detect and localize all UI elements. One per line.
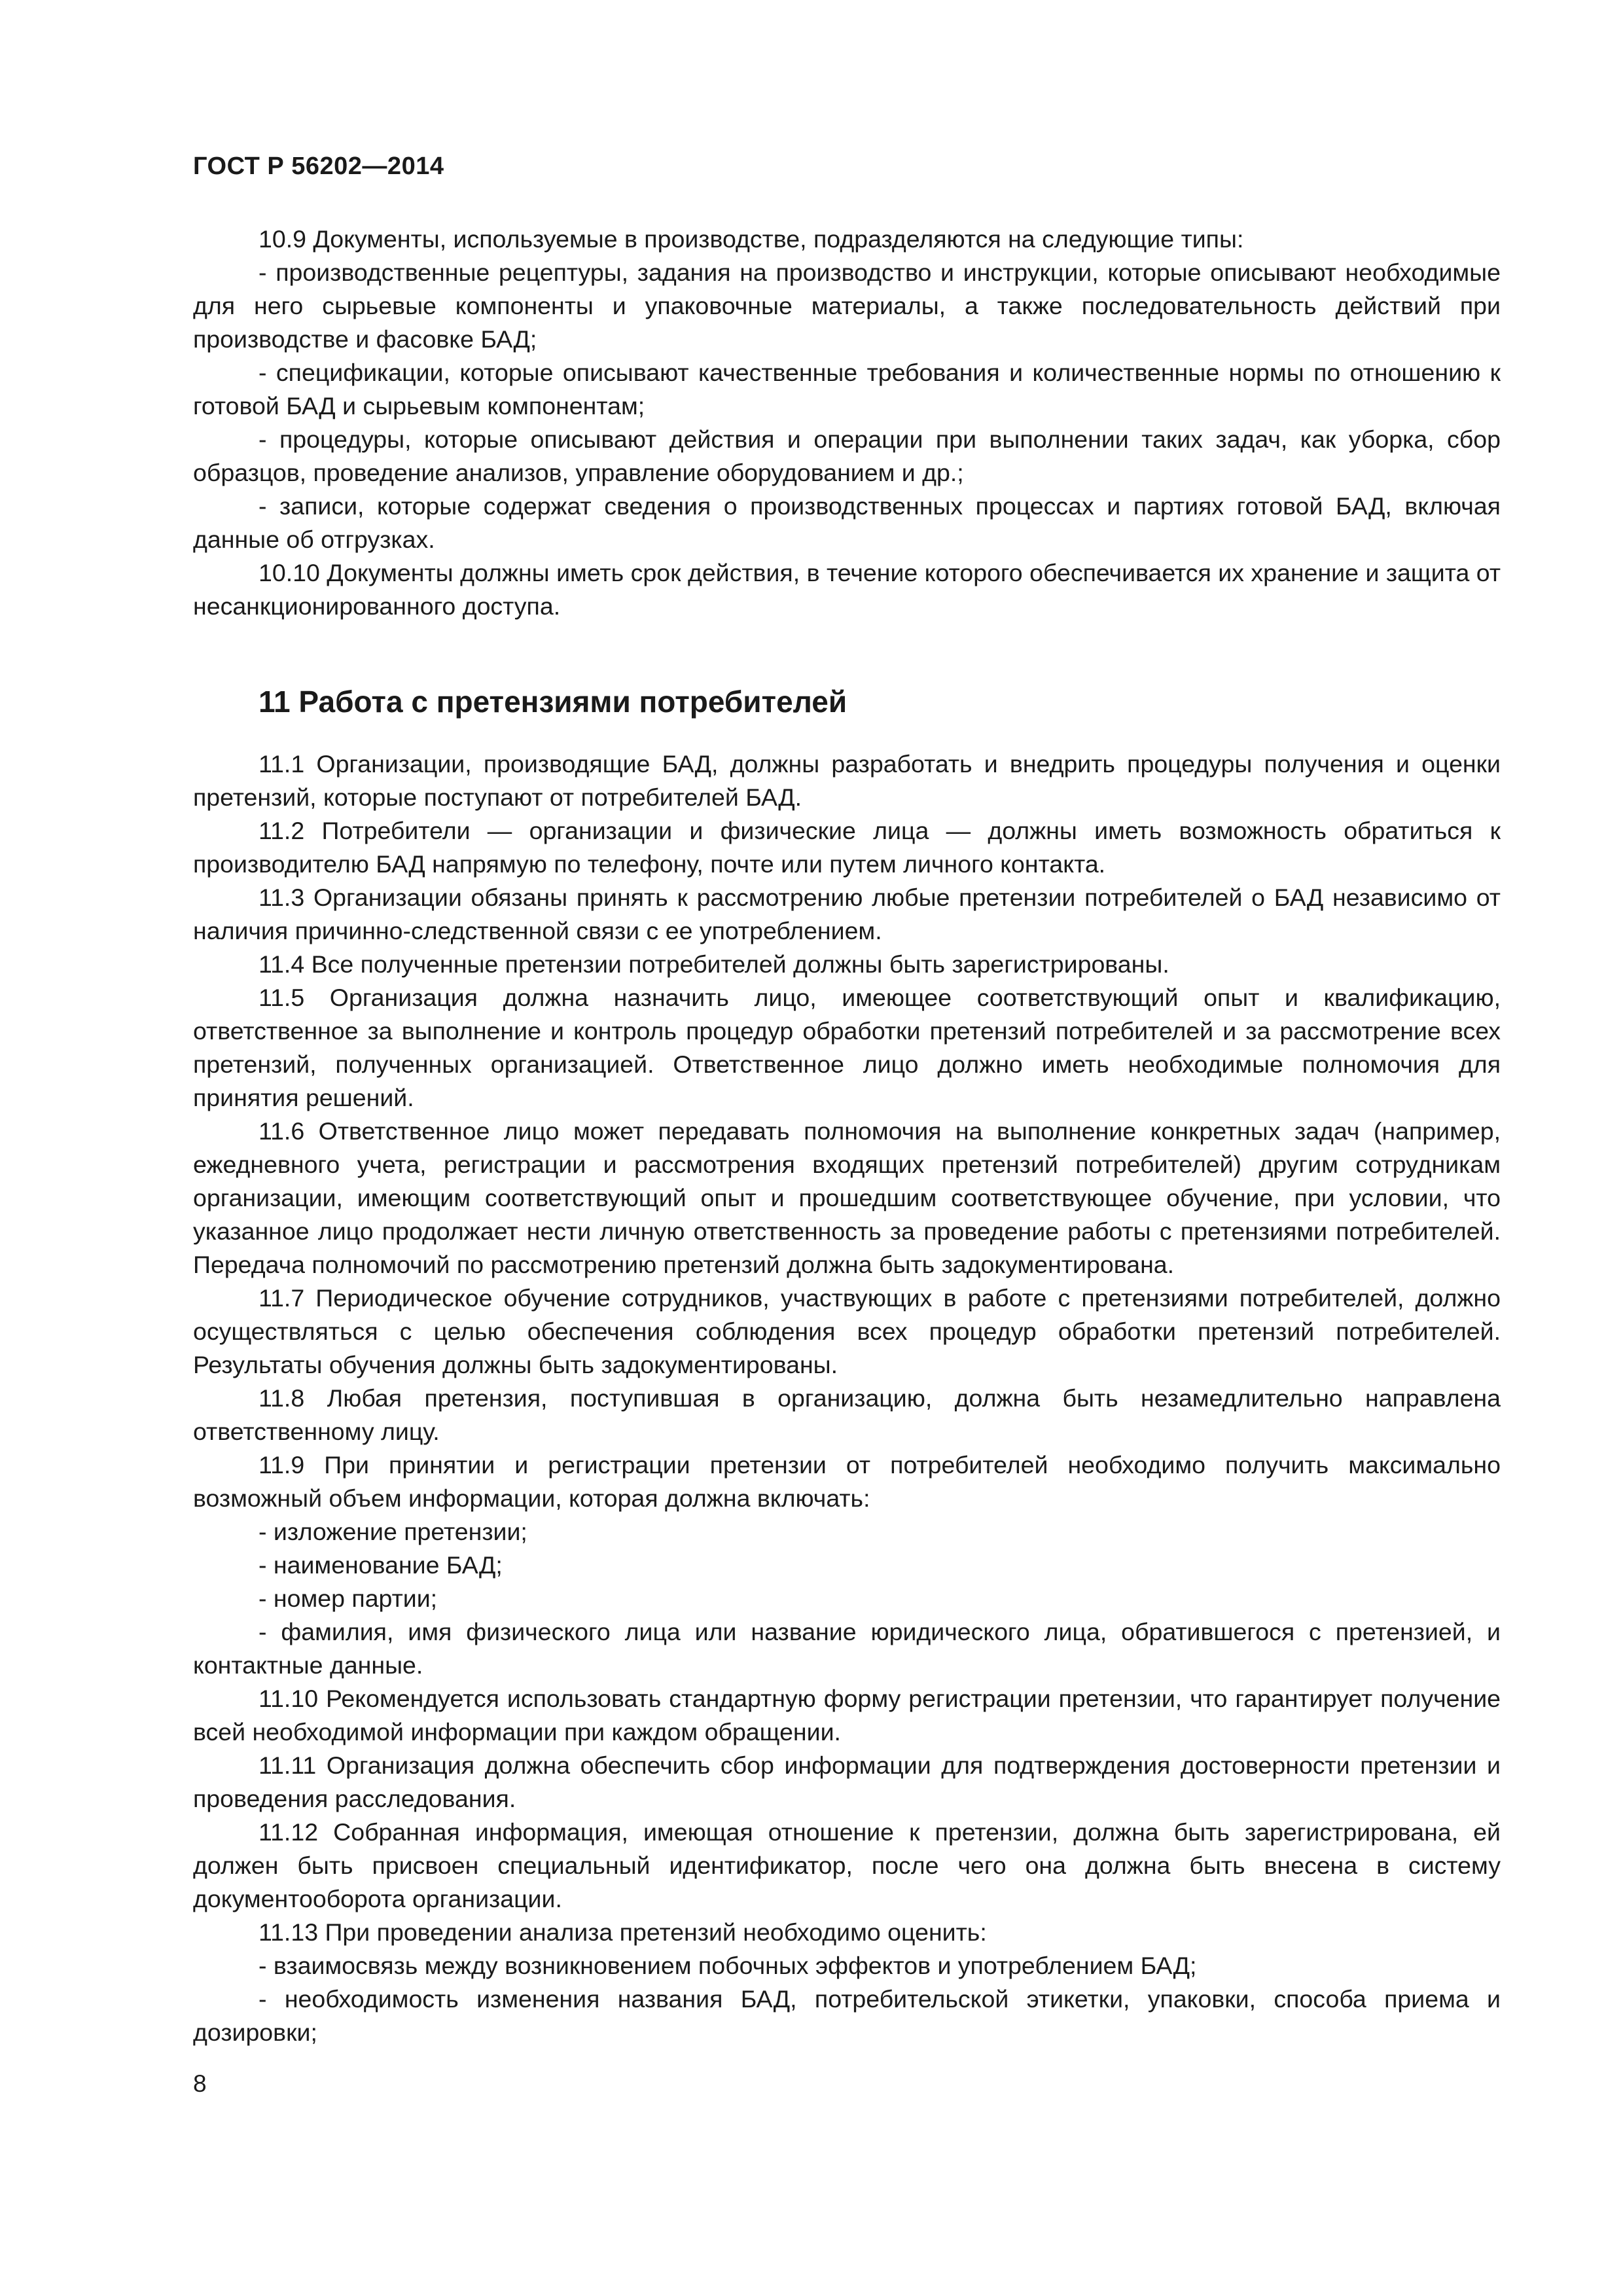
paragraph-11-12: 11.12 Собранная информация, имеющая отношение к претензии, должна быть зарегистрирована, ей должен быть присвоен специальный идентификатор, после чего она должна быть внесена в систему документооборота организации.	[193, 1818, 1501, 1912]
list-item-procedures: - процедуры, которые описывают действия и операции при выполнении таких задач, как уборка, сбор образцов, проведение анализов, управление оборудованием и др.;	[193, 425, 1501, 486]
paragraph-11-10: 11.10 Рекомендуется использовать стандартную форму регистрации претензии, что гарантирует получение всей необходимой информации при каждом обращении.	[193, 1685, 1501, 1746]
list-item-records: - записи, которые содержат сведения о производственных процессах и партиях готовой БАД, включая данные об отгрузках.	[193, 492, 1501, 553]
section-11-title: 11 Работа с претензиями потребителей	[259, 685, 847, 719]
standard-header: ГОСТ Р 56202—2014	[193, 152, 444, 180]
list-item-recipes: - производственные рецептуры, задания на производство и инструкции, которые описывают необходимые для него сырьевые компоненты и упаковочные материалы, а также последовательность действий при производстве и фасовке БАД;	[193, 259, 1501, 353]
list-item-claim-statement: - изложение претензии;	[259, 1518, 527, 1545]
list-item-product-name: - наименование БАД;	[259, 1551, 503, 1579]
list-item-label-changes: - необходимость изменения названия БАД, потребительской этикетки, упаковки, способа приема и дозировки;	[193, 1985, 1501, 2046]
paragraph-11-13: 11.13 При проведении анализа претензий необходимо оценить:	[259, 1918, 987, 1946]
list-item-side-effects: - взаимосвязь между возникновением побочных эффектов и употреблением БАД;	[259, 1952, 1197, 1979]
paragraph-10-9: 10.9 Документы, используемые в производстве, подразделяются на следующие типы:	[259, 225, 1244, 253]
section-11-body	[193, 747, 1501, 2049]
paragraph-11-3: 11.3 Организации обязаны принять к рассмотрению любые претензии потребителей о БАД независимо от наличия причинно-следственной связи с ее употреблением.	[193, 884, 1501, 944]
page-number: 8	[193, 2070, 207, 2097]
list-item-contact-data: - фамилия, имя физического лица или название юридического лица, обратившегося с претензией, и контактные данные.	[193, 1618, 1501, 1679]
list-item-batch-number: - номер партии;	[259, 1585, 438, 1612]
list-item-specifications: - спецификации, которые описывают качественные требования и количественные нормы по отношению к готовой БАД и сырьевым компонентам;	[193, 359, 1501, 420]
page-content	[193, 223, 1501, 2049]
paragraph-11-5: 11.5 Организация должна назначить лицо, имеющее соответствующий опыт и квалификацию, ответственное за выполнение и контроль процедур обработки претензий потребителей и за рассмотрение всех претензий, полученных организацией. Ответственное лицо должно иметь необходимые полномочия для принятия решений.	[193, 984, 1501, 1111]
paragraph-11-7: 11.7 Периодическое обучение сотрудников, участвующих в работе с претензиями потребителей, должно осуществляться с целью обеспечения соблюдения всех процедур обработки претензий потребителей. Результаты обучения должны быть задокументированы.	[193, 1284, 1501, 1378]
paragraph-11-11: 11.11 Организация должна обеспечить сбор информации для подтверждения достоверности претензии и проведения расследования.	[193, 1751, 1501, 1812]
section-10-body	[193, 223, 1501, 623]
paragraph-11-9: 11.9 При принятии и регистрации претензии от потребителей необходимо получить максимально возможный объем информации, которая должна включать:	[193, 1451, 1501, 1512]
paragraph-10-10: 10.10 Документы должны иметь срок действия, в течение которого обеспечивается их хранение и защита от несанкционированного доступа.	[193, 559, 1501, 620]
paragraph-11-2: 11.2 Потребители — организации и физические лица — должны иметь возможность обратиться к производителю БАД напрямую по телефону, почте или путем личного контакта.	[193, 817, 1501, 878]
paragraph-11-1: 11.1 Организации, производящие БАД, должны разработать и внедрить процедуры получения и оценки претензий, которые поступают от потребителей БАД.	[193, 750, 1501, 811]
paragraph-11-8: 11.8 Любая претензия, поступившая в организацию, должна быть незамедлительно направлена ответственному лицу.	[193, 1384, 1501, 1445]
paragraph-11-4: 11.4 Все полученные претензии потребителей должны быть зарегистрированы.	[259, 950, 1169, 978]
paragraph-11-6: 11.6 Ответственное лицо может передавать полномочия на выполнение конкретных задач (например, ежедневного учета, регистрации и рассмотрения входящих претензий потребителей) другим сотрудникам организации, имеющим соответствующий опыт и прошедшим соответствующее обучение, при условии, что указанное лицо продолжает нести личную ответственность за проведение работы с претензиями потребителей. Передача полномочий по рассмотрению претензий должна быть задокументирована.	[193, 1117, 1501, 1278]
